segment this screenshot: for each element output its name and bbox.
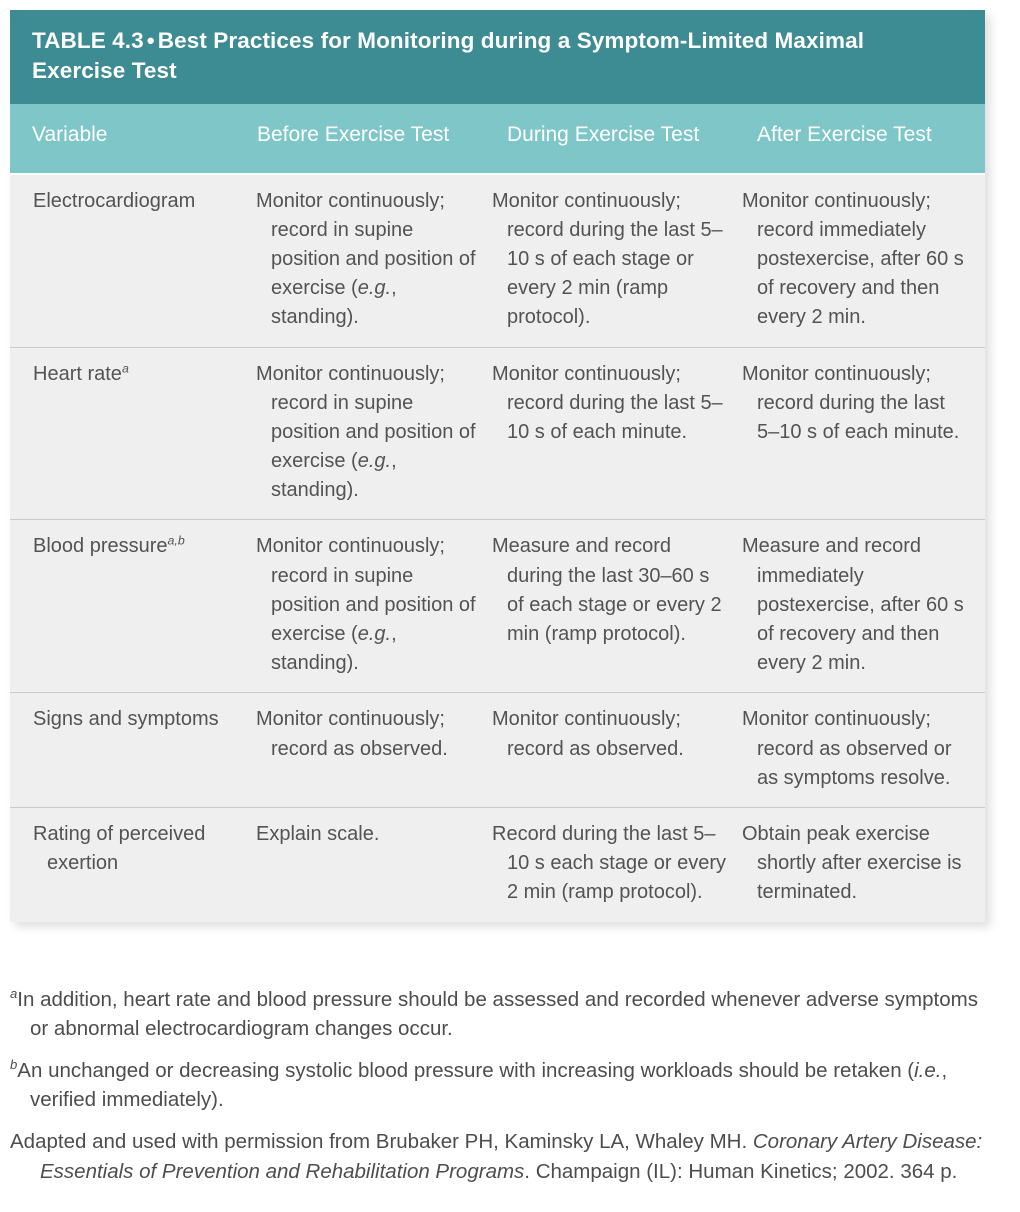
footnote-a-marker: a xyxy=(10,986,18,1002)
table-row xyxy=(10,347,985,520)
cell-before-exercise-test: Monitor continuously; record in supine position and position of exercise (e.g., standing). xyxy=(256,189,476,329)
table-row xyxy=(10,173,985,347)
cell-before-exercise-test: Explain scale. xyxy=(256,822,380,845)
cell-variable: Signs and symptoms xyxy=(33,708,219,731)
source-book-title: Coronary Artery Disease: Essentials of Prevention and Rehabilitation Programs xyxy=(40,1130,983,1183)
table-footnotes xyxy=(10,985,995,1186)
cell-after-exercise-test: Measure and record immediately postexercise, after 60 s of recovery and then every 2 min. xyxy=(742,535,964,675)
table-number: TABLE 4.3 xyxy=(32,28,144,53)
footnote-b-marker: b xyxy=(10,1057,18,1073)
table-title-text: Best Practices for Monitoring during a Symptom-Limited Maximal Exercise Test xyxy=(32,28,865,83)
variable-footnote-marker: a,b xyxy=(167,533,185,548)
cell-variable: Rating of perceived exertion xyxy=(33,822,206,875)
cell-variable: Electrocardiogram xyxy=(33,189,196,212)
cell-during-exercise-test: Monitor continuously; record during the last 5–10 s of each stage or every 2 min (ramp protocol). xyxy=(492,189,723,329)
cell-during-exercise-test: Monitor continuously; record during the last 5–10 s of each minute. xyxy=(492,362,723,443)
footnote-b-text-before: An unchanged or decreasing systolic blood pressure with increasing workloads should be retaken ( xyxy=(17,1059,915,1083)
column-header-before-exercise-test: Before Exercise Test xyxy=(257,122,450,146)
source-attribution xyxy=(10,1127,995,1185)
table-row xyxy=(10,692,985,807)
cell-variable: Heart rate$^a$ xyxy=(33,360,129,385)
footnote-b xyxy=(10,1056,995,1114)
footnote-a xyxy=(10,985,995,1043)
footnote-b-text-after: , verified immediately). xyxy=(30,1059,948,1112)
column-header-after-exercise-test: After Exercise Test xyxy=(757,122,932,146)
cell-during-exercise-test: Measure and record during the last 30–60 s of each stage or every 2 min (ramp protocol). xyxy=(492,535,722,645)
inline-italic: e.g. xyxy=(357,450,392,473)
cell-before-exercise-test: Monitor continuously; record in supine position and position of exercise (e.g., standing). xyxy=(256,362,476,502)
footnote-a-text: In addition, heart rate and blood pressure should be assessed and recorded whenever adverse symptoms or abnormal electrocardiogram changes occur. xyxy=(17,988,978,1041)
table-column-headers xyxy=(10,104,985,173)
cell-during-exercise-test: Record during the last 5–10 s each stage or every 2 min (ramp protocol). xyxy=(492,822,727,904)
table-4-3 xyxy=(10,10,985,922)
table-title xyxy=(10,10,985,104)
footnote-b-italic: i.e. xyxy=(914,1059,942,1083)
variable-footnote-marker: a xyxy=(121,360,129,375)
source-tail: . Champaign (IL): Human Kinetics; 2002. 364 p. xyxy=(524,1159,958,1183)
cell-after-exercise-test: Monitor continuously; record immediately postexercise, after 60 s of recovery and then every 2 min. xyxy=(742,189,964,329)
inline-italic: e.g. xyxy=(357,623,392,645)
column-header-variable: Variable xyxy=(32,122,108,146)
inline-italic: e.g. xyxy=(357,277,392,300)
cell-after-exercise-test: Monitor continuously; record during the last 5–10 s of each minute. xyxy=(742,362,960,443)
cell-before-exercise-test: Monitor continuously; record as observed. xyxy=(256,708,448,760)
table-row xyxy=(10,519,985,692)
cell-after-exercise-test: Monitor continuously; record as observed or as symptoms resolve. xyxy=(742,708,952,789)
cell-before-exercise-test: Monitor continuously; record in supine position and position of exercise (e.g., standing). xyxy=(256,535,476,675)
source-lead: Adapted and used with permission from Brubaker PH, Kaminsky LA, Whaley MH. xyxy=(10,1130,753,1154)
title-bullet-separator: • xyxy=(146,28,155,53)
table-row xyxy=(10,807,985,922)
cell-during-exercise-test: Monitor continuously; record as observed. xyxy=(492,708,684,760)
column-header-during-exercise-test: During Exercise Test xyxy=(507,122,700,146)
table-body xyxy=(10,173,985,922)
cell-after-exercise-test: Obtain peak exercise shortly after exercise is terminated. xyxy=(742,822,962,904)
cell-variable: Blood pressure$^{a,b}$ xyxy=(33,533,185,558)
